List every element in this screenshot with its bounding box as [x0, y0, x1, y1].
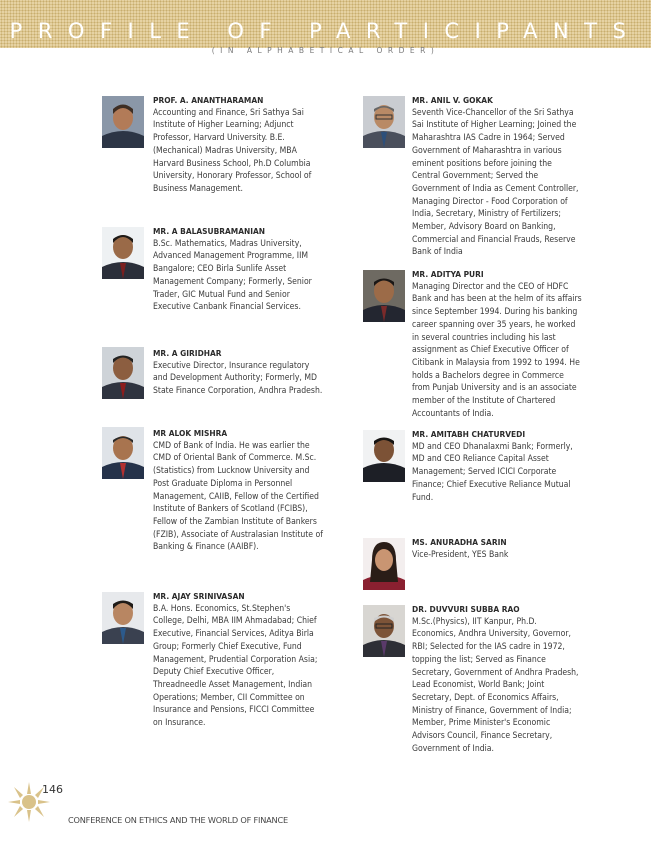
participant-name: MS. ANURADHA SARIN	[412, 537, 507, 547]
participant-photo	[102, 96, 144, 148]
participant-photo	[102, 347, 144, 399]
participant-name: MR. A GIRIDHAR	[153, 348, 222, 358]
participant-photo	[363, 430, 405, 482]
participant-entry	[412, 94, 582, 259]
participant-bio: B.Sc. Mathematics, Madras University, Advanced Management Programme, IIM Bangalore; CEO Birla Sunlife Asset Management Company; Formerly, Senior Trader, GIC Mutual Fund and Senior Executive Canbank Financial Services.	[153, 238, 312, 313]
page-number: 146	[42, 783, 63, 796]
participant-entry	[412, 428, 582, 504]
participant-name: DR. DUVVURI SUBBA RAO	[412, 604, 520, 614]
participant-photo	[363, 270, 405, 322]
participant-name: MR. AJAY SRINIVASAN	[153, 591, 245, 601]
participant-photo	[363, 96, 405, 148]
participant-photo	[102, 227, 144, 279]
participant-bio: MD and CEO Dhanalaxmi Bank; Formerly, MD and CEO Reliance Capital Asset Management; Served ICICI Corporate Finance; Chief Executive Reliance Mutual Fund.	[412, 441, 573, 503]
participant-name: PROF. A. ANANTHARAMAN	[153, 95, 264, 105]
participant-entry	[153, 347, 323, 398]
participant-entry	[412, 268, 582, 420]
participant-photo	[363, 605, 405, 657]
header-banner	[0, 0, 651, 48]
participant-photo	[102, 427, 144, 479]
participant-bio: Executive Director, Insurance regulatory and Development Authority; Formerly, MD State Finance Corporation, Andhra Pradesh.	[153, 360, 323, 397]
participant-bio: Accounting and Finance, Sri Sathya Sai Institute of Higher Learning; Adjunct Professor, Harvard University. B.E.(Mechanical) Madras University, MBA Harvard Business School, Ph.D Columbia University, Honorary Professor, School of Business Management.	[153, 107, 312, 194]
participant-name: MR. ANIL V. GOKAK	[412, 95, 493, 105]
participant-entry	[153, 590, 323, 730]
participant-bio: M.Sc.(Physics), IIT Kanpur, Ph.D. Economics, Andhra University, Governor, RBI; Selected for the IAS cadre in 1972, topping the list; Served as Finance Secretary, Government of Andhra Pradesh, Lead Economist, World Bank; Joint Secretary, Dept. of Economics Affairs, Ministry of Finance, Government of India; Member, Prime Minister's Economic Advisors Council, Finance Secretary, Government of India.	[412, 616, 579, 754]
participant-name: MR. A BALASUBRAMANIAN	[153, 226, 266, 236]
page-title: PROFILE OF PARTICIPANTS	[9, 19, 642, 43]
participant-entry	[153, 94, 323, 196]
participant-bio: Seventh Vice-Chancellor of the Sri Sathya Sai Institute of Higher Learning; Joined the Maharashtra IAS Cadre in 1964; Served Government of Maharashtra in various eminent positions before joining the Central Government; Served the Government of India as Cement Controller, Managing Director - Food Corporation of India, Secretary, Ministry of Fertilizers; Member, Advisory Board on Banking, Commercial and Financial Frauds, Reserve Bank of India	[412, 107, 579, 258]
participant-bio: CMD of Bank of India. He was earlier the CMD of Oriental Bank of Commerce. M.Sc. (Statistics) from Lucknow University and Post Graduate Diploma in Personnel Management, CAIIB, Fellow of the Certified Institute of Bankers of Scotland (FCIBS), Fellow of the Zambian Institute of Bankers (FZIB), Associate of Australasian Institute of Banking & Finance (AAIBF).	[153, 440, 323, 553]
participant-bio: Vice-President, YES Bank	[412, 549, 509, 560]
participant-entry	[412, 536, 582, 561]
participant-entry	[412, 603, 582, 755]
conference-name: CONFERENCE ON ETHICS AND THE WORLD OF FINANCE	[68, 815, 288, 825]
participant-photo	[102, 592, 144, 644]
participant-bio: B.A. Hons. Economics, St.Stephen's College, Delhi, MBA IIM Ahmadabad; Chief Executive, Financial Services, Aditya Birla Group; Formerly Chief Executive, Fund Management, Prudential Corporation Asia; Deputy Chief Executive Officer, Threadneedle Asset Management, Indian Operations; Member, CII Committee on Insurance and Pensions, FICCI Committee on Insurance.	[153, 603, 318, 729]
participant-photo	[363, 538, 405, 590]
participant-name: MR. ADITYA PURI	[412, 269, 484, 279]
participant-bio: Managing Director and the CEO of HDFC Bank and has been at the helm of its affairs since September 1994. During his banking career spanning over 35 years, he worked in several countries including his last assignment as Chief Executive Officer of Citibank in Malaysia from 1992 to 1994. He holds a Bachelors degree in Commerce from Punjab University and is an associate member of the Institute of Chartered Accountants of India.	[412, 281, 582, 419]
page-subtitle: (IN ALPHABETICAL ORDER)	[211, 46, 440, 55]
participant-name: MR. AMITABH CHATURVEDI	[412, 429, 526, 439]
participant-entry	[153, 225, 323, 314]
participant-name: MR ALOK MISHRA	[153, 428, 228, 438]
participant-entry	[153, 427, 323, 554]
